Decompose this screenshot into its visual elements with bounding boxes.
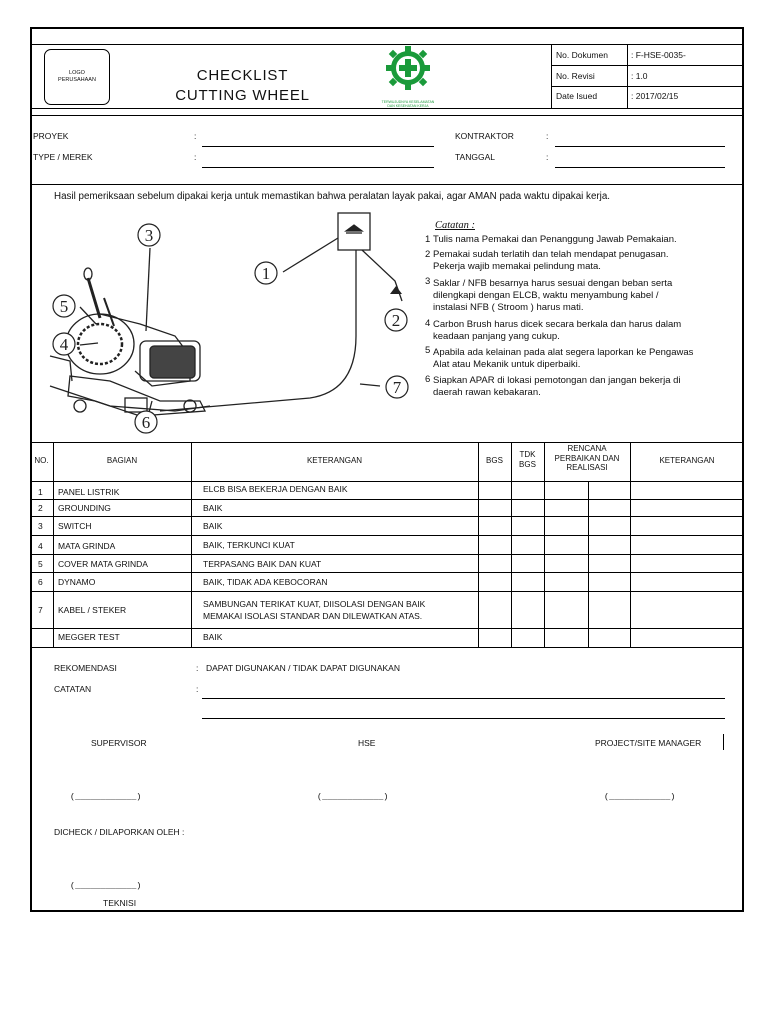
row7-keterangan-line1: SAMBUNGAN TERIKAT KUAT, DIISOLASI DENGAN BAIK — [203, 599, 426, 609]
diagram-callout-5: 5 — [59, 297, 69, 316]
header-bagian: BAGIAN — [106, 456, 138, 465]
logo-text-line1: LOGO — [69, 69, 85, 76]
notes-title: Catatan : — [435, 220, 475, 231]
proyek-field[interactable] — [202, 146, 434, 147]
rekomendasi-colon: : — [196, 663, 199, 673]
cutting-wheel-diagram — [40, 206, 425, 438]
row2-no: 2 — [38, 503, 43, 513]
k3-logo-caption1: TERWUJUDNYA KESELAMATAN — [381, 100, 435, 104]
row-divider-5 — [30, 572, 744, 573]
header-bottom-divider — [30, 108, 744, 109]
row1-no: 1 — [38, 487, 43, 497]
type-merek-label: TYPE / MEREK — [33, 152, 93, 162]
diagram-callout-7: 7 — [392, 378, 402, 397]
note-5-number: 5 — [425, 345, 431, 356]
row4-keterangan: BAIK, TERKUNCI KUAT — [203, 540, 295, 550]
col-divider-rencana — [630, 442, 631, 647]
hse-signature[interactable]: (____________) — [317, 792, 389, 802]
tanggal-field[interactable] — [555, 167, 725, 168]
doc-date-label: Date Isued — [556, 91, 598, 101]
manager-label: PROJECT/SITE MANAGER — [595, 738, 702, 748]
supervisor-label: SUPERVISOR — [91, 738, 147, 748]
note-1-number: 1 — [425, 234, 431, 245]
kontraktor-field[interactable] — [555, 146, 725, 147]
col-divider-no — [53, 442, 54, 647]
doc-revision-label: No. Revisi — [556, 71, 595, 81]
header-keterangan: KETERANGAN — [306, 456, 363, 465]
catatan-field-line2[interactable] — [202, 718, 725, 719]
row-divider-3 — [30, 535, 744, 536]
catatan-field-line1[interactable] — [202, 698, 725, 699]
table-header-bottom — [30, 481, 744, 482]
row-divider-6 — [30, 591, 744, 592]
note-6-number: 6 — [425, 374, 431, 385]
header-bgs: BGS — [486, 456, 503, 465]
k3-logo-caption2: DAN KESEHATAN KERJA — [387, 104, 429, 108]
row-divider-4 — [30, 554, 744, 555]
diagram-callout-2: 2 — [391, 311, 401, 330]
doc-number-value: : F-HSE-0035- — [631, 50, 686, 60]
kontraktor-label: KONTRAKTOR — [455, 131, 514, 141]
proyek-label: PROYEK — [33, 131, 69, 141]
note-2-number: 2 — [425, 249, 431, 260]
dicheck-label: DICHECK / DILAPORKAN OLEH : — [54, 827, 185, 837]
doc-date-value: : 2017/02/15 — [631, 91, 679, 101]
note-3-number: 3 — [425, 276, 431, 287]
row2-keterangan: BAIK — [203, 503, 223, 513]
intro-text: Hasil pemeriksaan sebelum dipakai kerja untuk memastikan bahwa peralatan layak pakai, agar AMAN pada waktu dipakai kerja. — [54, 191, 610, 202]
row1-keterangan: ELCB BISA BEKERJA DENGAN BAIK — [203, 484, 348, 494]
diagram-callout-3: 3 — [144, 226, 154, 245]
header-no: NO. — [34, 456, 49, 465]
row5-no: 5 — [38, 559, 43, 569]
teknisi-signature[interactable]: (____________) — [70, 881, 142, 891]
row1-bagian: PANEL LISTRIK — [58, 487, 120, 497]
teknisi-label: TEKNISI — [103, 898, 137, 908]
catatan-label: CATATAN — [54, 684, 92, 694]
col-divider-bagian — [191, 442, 192, 647]
doc-revision-value: : 1.0 — [631, 71, 648, 81]
col-divider-bgs — [511, 442, 512, 647]
row7-bagian: KABEL / STEKER — [58, 605, 127, 615]
rekomendasi-label: REKOMENDASI — [54, 663, 117, 673]
rekomendasi-options[interactable]: DAPAT DIGUNAKAN / TIDAK DAPAT DIGUNAKAN — [206, 663, 400, 673]
row2-bagian: GROUNDING — [58, 503, 111, 513]
col-divider-keterangan — [478, 442, 479, 647]
row6-no: 6 — [38, 577, 43, 587]
row-divider-7 — [30, 628, 744, 629]
row-divider-2 — [30, 516, 744, 517]
row-divider-1 — [30, 499, 744, 500]
header-keterangan-2: KETERANGAN — [659, 456, 715, 465]
k3-safety-logo — [376, 44, 440, 108]
form-frame — [30, 27, 744, 912]
header-tdk-bgs: TDK BGS — [519, 450, 536, 469]
row3-no: 3 — [38, 521, 43, 531]
row8-keterangan: BAIK — [203, 632, 223, 642]
supervisor-signature[interactable]: (____________) — [70, 792, 142, 802]
header-rencana: RENCANA PERBAIKAN DAN REALISASI — [554, 444, 620, 473]
note-4: Carbon Brush harus dicek secara berkala dan harus dalam keadaan panjang yang cukup. — [433, 319, 682, 342]
project-bottom-divider — [30, 184, 744, 185]
text-cursor-mark — [723, 734, 724, 750]
tanggal-label: TANGGAL — [455, 152, 495, 162]
note-2: Pemakai sudah terlatih dan telah mendapat penugasan. Pekerja wajib memakai pelindung mata. — [433, 249, 669, 272]
diagram-callout-6: 6 — [141, 413, 151, 432]
k3-gear-cross-icon — [376, 44, 440, 94]
note-5: Apabila ada kelainan pada alat segera laporkan ke Pengawas Alat atau Mekanik untuk diperbaiki. — [433, 347, 694, 370]
form-title-line2: CUTTING WHEEL — [175, 87, 310, 104]
company-logo-placeholder — [44, 49, 110, 105]
tanggal-colon: : — [546, 152, 549, 162]
row5-bagian: COVER MATA GRINDA — [58, 559, 148, 569]
note-3: Saklar / NFB besarnya harus sesuai dengan beban serta dilengkapi dengan ELCB, waktu menyambung kabel / instalasi NFB ( Stroom ) harus mati. — [433, 278, 673, 313]
doc-number-label: No. Dokumen — [556, 50, 608, 60]
form-title-line1: CHECKLIST — [196, 67, 289, 84]
row5-keterangan: TERPASANG BAIK DAN KUAT — [203, 559, 322, 569]
row8-bagian: MEGGER TEST — [58, 632, 120, 642]
kontraktor-colon: : — [546, 131, 549, 141]
docinfo-row-divider1 — [551, 65, 744, 66]
docinfo-mid-border — [627, 44, 628, 108]
row4-no: 4 — [38, 541, 43, 551]
row3-keterangan: BAIK — [203, 521, 223, 531]
row7-keterangan-line2: MEMAKAI ISOLASI STANDAR DAN DILEWATKAN ATAS. — [203, 611, 423, 621]
row4-bagian: MATA GRINDA — [58, 541, 116, 551]
diagram-callout-1: 1 — [261, 264, 271, 283]
proyek-colon: : — [194, 131, 197, 141]
type-merek-colon: : — [194, 152, 197, 162]
logo-text-line2: PERUSAHAAN — [58, 77, 96, 83]
hse-label: HSE — [358, 738, 376, 748]
catatan-colon: : — [196, 684, 199, 694]
diagram-callout-4: 4 — [59, 335, 69, 354]
docinfo-left-border — [551, 44, 552, 108]
note-1: Tulis nama Pemakai dan Penanggung Jawab Pemakaian. — [433, 234, 677, 245]
type-merek-field[interactable] — [202, 167, 434, 168]
table-top-border — [30, 442, 744, 443]
docinfo-row-divider2 — [551, 86, 744, 87]
note-4-number: 4 — [425, 318, 431, 329]
note-6: Siapkan APAR di lokasi pemotongan dan jangan bekerja di daerah rawan kebakaran. — [433, 375, 681, 398]
row7-no: 7 — [38, 605, 43, 615]
row3-bagian: SWITCH — [58, 521, 92, 531]
row6-bagian: DYNAMO — [58, 577, 96, 587]
col-divider-rencana-split — [588, 481, 589, 647]
table-bottom-border — [30, 647, 744, 648]
project-top-divider — [30, 115, 744, 116]
row6-keterangan: BAIK, TIDAK ADA KEBOCORAN — [203, 577, 328, 587]
manager-signature[interactable]: (____________) — [604, 792, 676, 802]
